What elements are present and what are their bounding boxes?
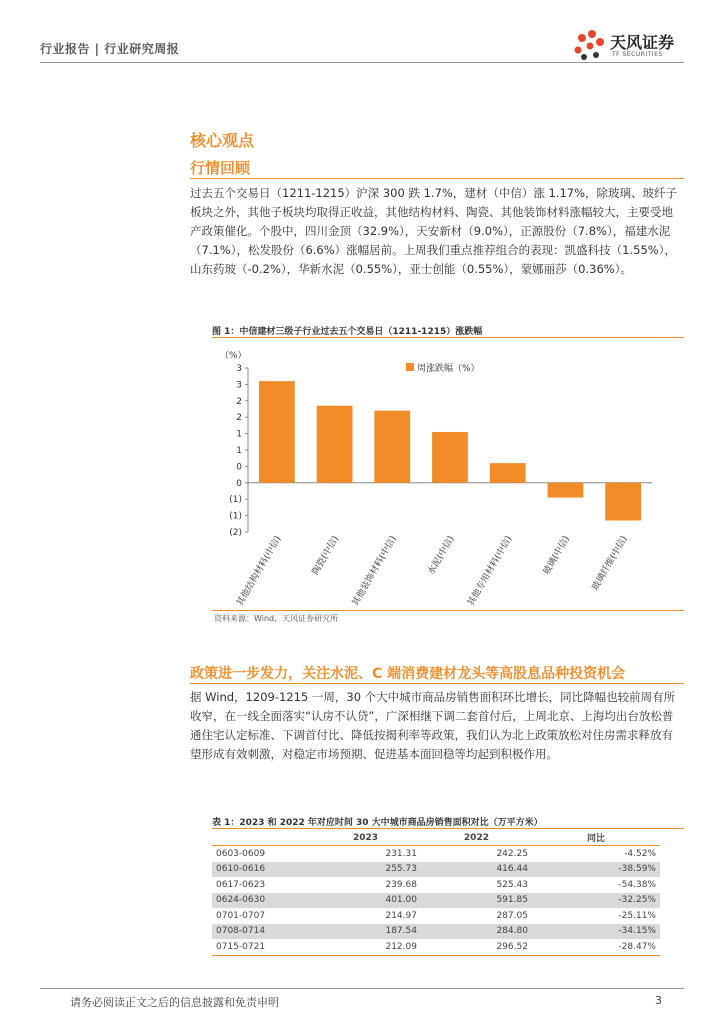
table-row	[212, 846, 660, 862]
table-header-row	[212, 830, 660, 846]
table-cell-2023: 212.09	[310, 939, 421, 955]
table-cell-2023: 255.73	[310, 862, 421, 878]
x-category-label: 其他结构材料(中信)	[235, 534, 284, 608]
y-tick-label: 0	[236, 462, 242, 473]
section2-paragraph: 据 Wind，1209-1215 一周，30 个大中城市商品房销售面积环比增长，同比降幅也较前周有所收窄，在一线全面落实“认房不认贷”，广深相继下调二套首付后，上周北京、上海均出台放松普通住宅认定标准、下调首付比、降低按揭利率等政策，我们认为北上政策放松对住房需求释放有望形成有效刺激，对稳定市场预期、促进基本面回稳等均起到积极作用。	[190, 690, 676, 761]
y-tick-label: 1	[236, 446, 242, 456]
page-number: 3	[655, 994, 662, 1007]
table-cell-2023: 231.31	[385, 848, 417, 859]
table-cell-2022: 416.44	[421, 862, 532, 878]
logo-text-en: TF SECURITIES	[612, 51, 663, 58]
bar-chart	[212, 340, 660, 608]
y-tick-label: (1)	[229, 495, 242, 506]
table-row	[212, 893, 660, 909]
bar	[605, 483, 641, 521]
table-cell-yoy: -38.59%	[532, 862, 660, 878]
table-cell-period: 0715-0721	[212, 939, 310, 955]
table1-top-rule	[212, 828, 684, 829]
table-row	[212, 908, 660, 924]
footer-divider	[40, 988, 684, 989]
table-cell-yoy: -4.52%	[624, 848, 656, 859]
y-tick-label: (1)	[229, 511, 242, 522]
section2-divider	[190, 683, 684, 684]
table-cell-2023: 239.68	[385, 879, 417, 890]
section1-paragraph: 过去五个交易日（1211-1215）沪深 300 跌 1.7%，建材（中信）涨 1.17%，除玻璃、玻纤子板块之外，其他子板块均取得正收益，其他结构材料、陶瓷、其他装饰材料涨幅较大，主要受地产政策催化。个股中，四川金顶（32.9%），天安新材（9.0%），正源股份（7.8%），福建水泥（7.1%），松发股份（6.6%）涨幅居前。上周我们重点推荐组合的表现：凯盛科技（1.55%），山东药玻（-0.2%），华新水泥（0.55%），亚士创能（0.55%），蒙娜丽莎（0.36%）。	[190, 186, 678, 276]
logo-text: 天风证券	[610, 33, 675, 52]
table-cell-2023: 214.97	[385, 910, 417, 921]
table1-title: 表 1：2023 和 2022 年对应时间 30 大中城市商品房销售面积对比（万平方米）	[212, 818, 543, 828]
bar	[259, 381, 295, 483]
table-cell-period: 0708-0714	[212, 924, 310, 940]
y-tick-label: 2	[236, 413, 242, 424]
table-cell-yoy: -54.38%	[618, 879, 656, 890]
table-cell-2022: 242.25	[496, 848, 528, 859]
table-cell-2022: 284.80	[421, 924, 532, 940]
bar	[374, 411, 410, 483]
y-tick-label: 2	[236, 396, 242, 407]
y-tick-label: 0	[236, 478, 242, 489]
report-type: 行业报告 | 行业研究周报	[40, 42, 180, 56]
table-cell-period: 0610-0616	[212, 862, 310, 878]
table-row	[212, 939, 660, 955]
x-category-label: 玻璃纤维(中信)	[590, 534, 630, 593]
figure1-title: 图 1：中信建材三级子行业过去五个交易日（1211-1215）涨跌幅	[212, 327, 483, 337]
table-header-cell: 同比	[532, 830, 660, 846]
bar	[432, 432, 468, 483]
figure1-bottom-rule	[212, 610, 684, 611]
table-cell-yoy: -28.47%	[532, 939, 660, 955]
footer-disclaimer: 请务必阅读正文之后的信息披露和免责申明	[70, 996, 279, 1009]
y-tick-label: (2)	[229, 528, 242, 538]
x-category-label: 水泥(中信)	[426, 534, 457, 577]
table-cell-yoy: -32.25%	[532, 893, 660, 909]
x-category-label: 玻璃(中信)	[541, 534, 573, 577]
table-row	[212, 924, 660, 940]
table-cell-2023: 401.00	[310, 893, 421, 909]
bar	[490, 463, 526, 483]
table-row	[212, 877, 660, 893]
section1-divider	[190, 178, 684, 179]
table-row	[212, 862, 660, 878]
table-cell-2022: 296.52	[421, 939, 532, 955]
table-cell-2022: 287.05	[496, 910, 528, 921]
figure1-top-rule	[212, 337, 684, 338]
table-header-cell	[212, 830, 310, 846]
sales-area-table	[212, 830, 660, 956]
section2-title: 政策进一步发力，关注水泥、C 端消费建材龙头等高股息品种投资机会	[190, 666, 626, 682]
table-header-cell: 2023	[310, 830, 421, 846]
section1-title: 行情回顾	[190, 159, 251, 177]
y-tick-label: 1	[236, 429, 242, 440]
table-cell-period: 0617-0623	[216, 879, 266, 890]
legend-label: 周涨跌幅（%）	[417, 364, 480, 374]
table-cell-2022: 591.85	[421, 893, 532, 909]
table-cell-yoy: -34.15%	[532, 924, 660, 940]
x-category-label: 陶瓷(中信)	[310, 534, 342, 577]
bar	[317, 406, 353, 483]
table-cell-period: 0603-0609	[216, 848, 266, 859]
bar	[548, 483, 584, 498]
y-tick-label: 3	[236, 364, 242, 374]
y-tick-label: 3	[236, 380, 242, 391]
x-category-label: 其他专用材料(中信)	[466, 534, 515, 608]
figure1-source: 资料来源：Wind，天风证券研究所	[214, 614, 339, 623]
table-cell-2022: 525.43	[496, 879, 528, 890]
table-cell-period: 0701-0707	[216, 910, 266, 921]
main-title: 核心观点	[190, 131, 255, 150]
y-axis-label: （%）	[220, 351, 247, 361]
table-cell-2023: 187.54	[310, 924, 421, 940]
table-cell-yoy: -25.11%	[618, 910, 656, 921]
table-cell-period: 0624-0630	[212, 893, 310, 909]
header-divider	[40, 62, 684, 63]
table-header-cell: 2022	[421, 830, 532, 846]
x-category-label: 其他装饰材料(中信)	[350, 534, 399, 608]
legend-swatch	[406, 363, 414, 371]
